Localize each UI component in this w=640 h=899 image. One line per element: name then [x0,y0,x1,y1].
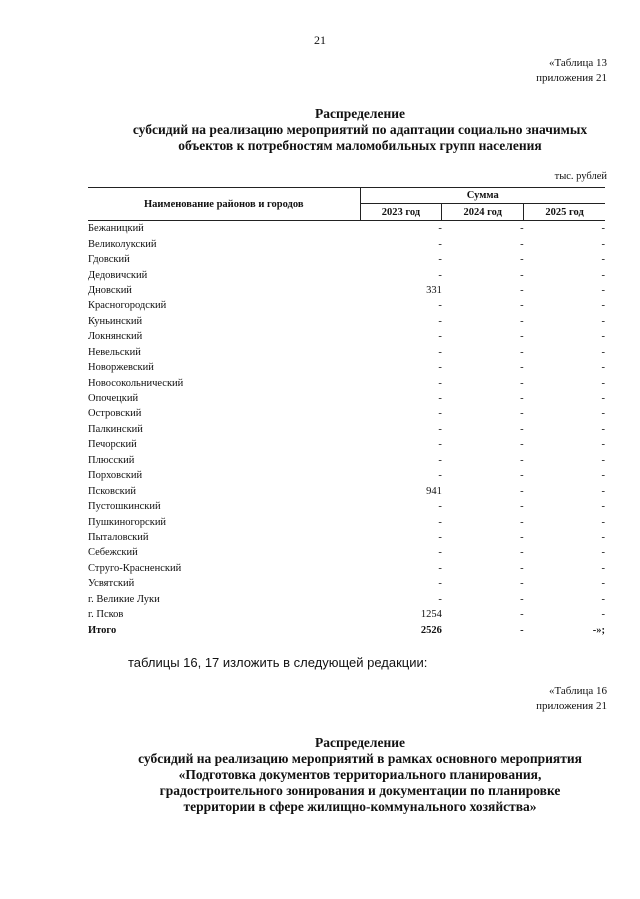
amount-cell-2025: - [601,547,605,559]
district-name-cell: Усвятский [88,578,135,590]
district-name-cell: Себежский [88,547,138,559]
amount-cell-2024: - [520,300,524,312]
amount-cell-2023: - [438,470,442,482]
district-name-cell: Струго-Красненский [88,562,182,574]
table-row [88,514,605,529]
amount-cell-2024: - [520,423,524,435]
page-number: 21 [314,33,326,47]
amount-cell-2025: - [601,485,605,497]
amount-cell-2025: - [601,331,605,343]
district-name-cell: Псковский [88,485,136,497]
total-row [88,622,605,637]
amount-cell-2023: - [438,439,442,451]
amount-cell-2024: - [520,377,524,389]
amount-cell-2024: - [520,238,524,250]
amount-cell-2023: 331 [426,284,442,296]
amount-cell-2023: - [438,562,442,574]
district-name-cell: Порховский [88,470,143,482]
district-name-cell: Невельский [88,346,141,358]
district-name-cell: Печорский [88,439,137,451]
amount-cell-2025: - [601,454,605,466]
amount-cell-2023: - [438,547,442,559]
district-name-cell: Локнянский [88,331,143,343]
table13-heading-line3: объектов к потребностям маломобильных групп населения [178,138,542,153]
amount-cell-2024: - [520,562,524,574]
table13-reference [536,56,607,86]
amount-cell-2024: - [520,346,524,358]
amount-cell-2025: - [601,470,605,482]
table-row [88,345,605,360]
district-name-cell: Гдовский [88,254,130,266]
amount-cell-2025: - [601,223,605,235]
table-row [88,545,605,560]
amount-cell-2024: - [520,501,524,513]
amount-cell-2025: -»; [592,624,605,636]
amount-cell-2024: - [520,609,524,621]
continuation-text: таблицы 16, 17 изложить в следующей редакции: [128,655,428,670]
amount-cell-2024: - [520,393,524,405]
amount-cell-2024: - [520,362,524,374]
amount-cell-2025: - [601,269,605,281]
amount-cell-2024: - [520,593,524,605]
header-year-2024: 2024 год [442,204,524,221]
amount-cell-2023: - [438,254,442,266]
amount-cell-2023: - [438,315,442,327]
table16-heading-line5: территории в сфере жилищно-коммунального хозяйства» [183,799,537,814]
amount-cell-2023: - [438,346,442,358]
amount-cell-2025: - [601,439,605,451]
district-name-cell: Великолукский [88,238,157,250]
amount-cell-2025: - [601,408,605,420]
amount-cell-2024: - [520,254,524,266]
table-row [88,607,605,622]
district-name-cell: Новоржевский [88,362,154,374]
table-row [88,453,605,468]
amount-cell-2024: - [520,223,524,235]
amount-cell-2025: - [601,531,605,543]
table-row [88,252,605,267]
amount-cell-2025: - [601,238,605,250]
amount-cell-2025: - [601,393,605,405]
district-name-cell: Новосокольнический [88,377,184,389]
table-row [88,406,605,421]
amount-cell-2023: - [438,300,442,312]
table-row [88,483,605,498]
table-row [88,267,605,282]
table16-heading-line3: «Подготовка документов территориального планирования, [178,767,542,782]
amount-cell-2024: - [520,331,524,343]
amount-cell-2025: - [601,578,605,590]
amount-cell-2025: - [601,593,605,605]
district-name-cell: Итого [88,624,117,636]
table-row [88,561,605,576]
district-name-cell: Бежаницкий [88,223,144,235]
amount-cell-2025: - [601,516,605,528]
amount-cell-2024: - [520,547,524,559]
table-row [88,329,605,344]
amount-cell-2023: 2526 [420,624,442,636]
district-name-cell: г. Псков [88,609,124,621]
amount-cell-2024: - [520,269,524,281]
amount-cell-2025: - [601,609,605,621]
amount-cell-2023: - [438,362,442,374]
amount-cell-2023: - [438,269,442,281]
district-name-cell: Дновский [88,284,132,296]
table13-heading-line2: субсидий на реализацию мероприятий по адаптации социально значимых [132,122,588,137]
amount-cell-2023: - [438,238,442,250]
table-body [88,221,605,638]
table-row [88,360,605,375]
district-name-cell: Островский [88,408,142,420]
table-row [88,530,605,545]
amount-cell-2023: 941 [426,485,442,497]
amount-cell-2023: - [438,393,442,405]
table-row [88,298,605,313]
table16-reference [536,684,607,714]
table-row [88,576,605,591]
amount-cell-2024: - [520,485,524,497]
table-row [88,375,605,390]
amount-cell-2025: - [601,346,605,358]
header-year-2025: 2025 год [524,204,605,221]
table16-ref-line1: «Таблица 16 [548,685,607,697]
district-name-cell: Дедовичский [88,269,148,281]
table-row [88,592,605,607]
table-row [88,236,605,251]
table16-heading [70,735,640,815]
district-name-cell: Куньинский [88,315,143,327]
header-year-2023: 2023 год [360,204,442,221]
amount-cell-2024: - [520,439,524,451]
district-name-cell: Опочецкий [88,393,139,405]
amount-cell-2024: - [520,578,524,590]
table13-heading-line1: Распределение [314,106,406,121]
amount-cell-2023: - [438,578,442,590]
amount-cell-2024: - [520,284,524,296]
amount-cell-2023: 1254 [420,609,442,621]
amount-cell-2025: - [601,300,605,312]
table16-heading-line4: градостроительного зонирования и документации по планировке [159,783,561,798]
amount-cell-2025: - [601,362,605,374]
amount-cell-2023: - [438,223,442,235]
units-label: тыс. рублей [554,171,607,182]
table-row [88,499,605,514]
amount-cell-2025: - [601,562,605,574]
amount-cell-2025: - [601,423,605,435]
amount-cell-2023: - [438,454,442,466]
amount-cell-2025: - [601,284,605,296]
amount-cell-2024: - [520,454,524,466]
district-name-cell: Палкинский [88,423,143,435]
header-sum-column: Сумма [360,188,605,204]
amount-cell-2023: - [438,501,442,513]
table16-heading-line1: Распределение [314,735,406,750]
district-name-cell: Пыталовский [88,531,149,543]
table13-heading [70,106,640,154]
amount-cell-2023: - [438,377,442,389]
district-name-cell: Пустошкинский [88,501,161,513]
amount-cell-2024: - [520,315,524,327]
header-name-column: Наименование районов и городов [88,188,360,221]
table13-ref-line2: приложения 21 [536,72,607,84]
table-row [88,391,605,406]
table-row [88,422,605,437]
amount-cell-2024: - [520,470,524,482]
table16-heading-line2: субсидий на реализацию мероприятий в рамках основного мероприятия [138,751,582,766]
district-name-cell: г. Великие Луки [88,593,160,605]
district-name-cell: Красногородский [88,300,167,312]
distribution-table [88,187,605,638]
amount-cell-2023: - [438,331,442,343]
amount-cell-2023: - [438,516,442,528]
amount-cell-2025: - [601,315,605,327]
amount-cell-2025: - [601,377,605,389]
table-row [88,221,605,237]
amount-cell-2023: - [438,593,442,605]
table-row [88,437,605,452]
amount-cell-2025: - [601,254,605,266]
table13-ref-line1: «Таблица 13 [548,57,607,69]
amount-cell-2024: - [520,516,524,528]
amount-cell-2024: - [520,408,524,420]
amount-cell-2023: - [438,423,442,435]
table16-ref-line2: приложения 21 [536,700,607,712]
district-name-cell: Плюсский [88,454,135,466]
amount-cell-2024: - [520,531,524,543]
amount-cell-2023: - [438,408,442,420]
table-row [88,314,605,329]
amount-cell-2024: - [520,624,524,636]
amount-cell-2023: - [438,531,442,543]
table-row [88,283,605,298]
table-row [88,468,605,483]
amount-cell-2025: - [601,501,605,513]
district-name-cell: Пушкиногорский [88,516,167,528]
